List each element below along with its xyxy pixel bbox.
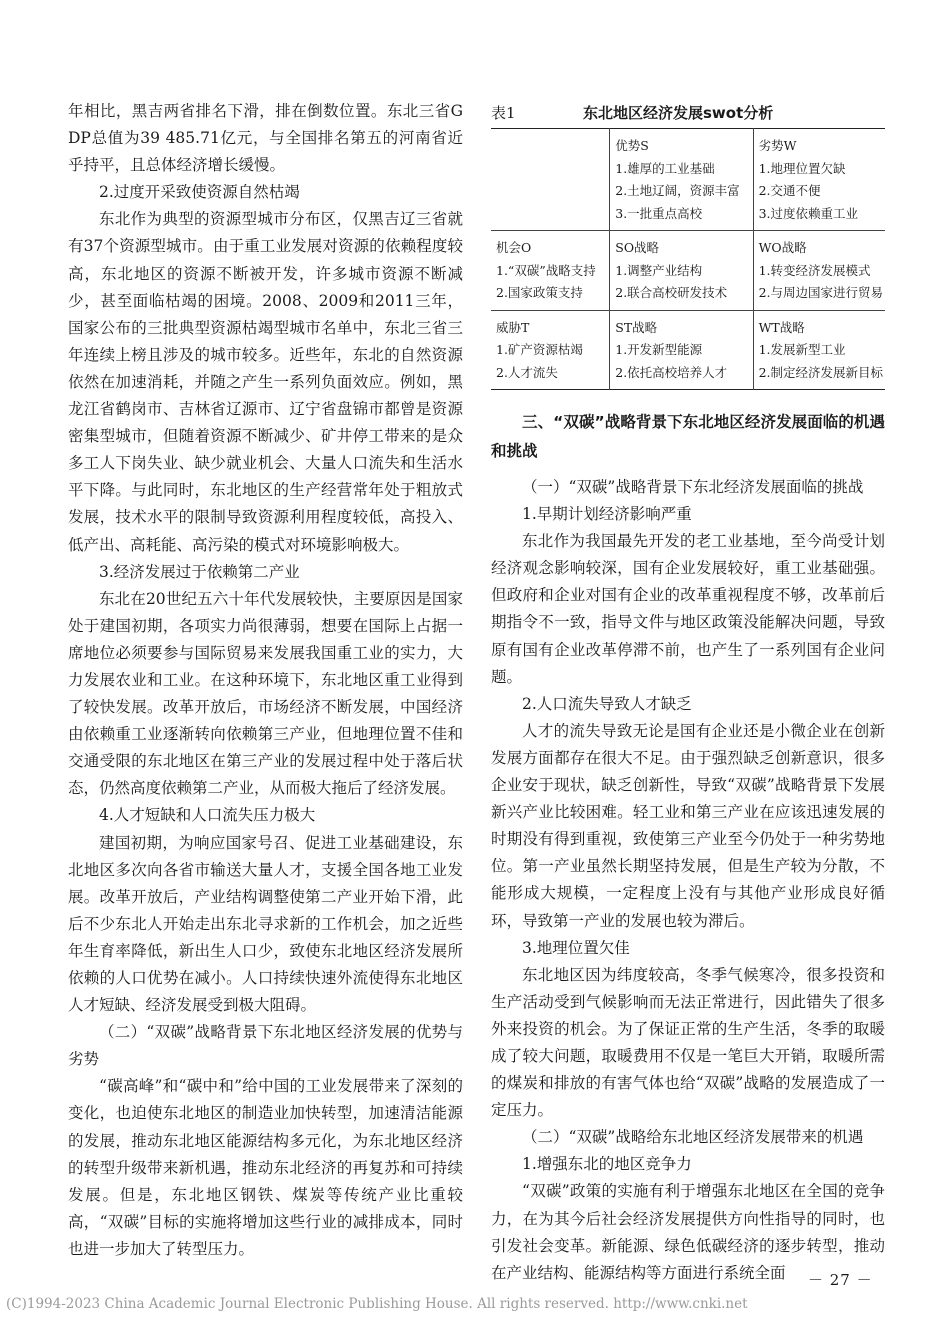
cell-item: 3.一批重点高校	[615, 205, 703, 221]
subheading: 4.人才短缺和人口流失压力极大	[99, 806, 316, 825]
table-title: 东北地区经济发展swot分析	[583, 103, 774, 122]
table-number: 表1	[491, 103, 516, 122]
subheading: 3.地理位置欠佳	[522, 938, 630, 957]
paragraph: “碳高峰”和“碳中和”给中国的工业发展带来了深刻的变化，也迫使东北地区的制造业加快转型，加速清洁能源的发展，推动东北地区能源结构多元化，为东北地区经济的转型升级带来新机遇，推动东北经济的再复苏和可持续发展。但是，东北地区钢铁、煤炭等传统产业比重较高，“双碳”目标的实施将增加这些行业的减排成本，同时也进一步加大了转型压力。	[68, 1077, 463, 1258]
table-cell	[753, 129, 885, 231]
cell-item: 2.人才流失	[496, 364, 558, 380]
cell-heading: ST战略	[615, 319, 658, 335]
paragraph: “双碳”政策的实施有利于增强东北地区在全国的竞争力，在为其今后社会经济发展提供方向性指导的同时，也引发社会变革。新能源、绿色低碳经济的逐步转型，推动在产业结构、能源结构等方面进行系统全面	[491, 1182, 885, 1282]
paragraph: 建国初期，为响应国家号召、促进工业基础建设，东北地区多次向各省市输送大量人才，支援全国各地工业发展。改革开放后，产业结构调整使第二产业开始下滑，此后不少东北人开始走出东北寻求新的工作机会，加之近些年生育率降低，新出生人口少，致使东北地区经济发展所依赖的人口优势在减小。人口持续快速外流使得东北地区人才短缺、经济发展受到极大阻碍。	[68, 833, 463, 1015]
subsection-heading: （二）“双碳”战略给东北地区经济发展带来的机遇	[522, 1128, 864, 1147]
cell-heading: 威胁T	[496, 319, 530, 335]
table-row	[491, 129, 885, 231]
cell-item: 1.调整产业结构	[615, 262, 703, 278]
subheading: 2.过度开采致使资源自然枯竭	[99, 183, 300, 202]
table-row	[491, 231, 885, 311]
paragraph: 年相比，黑吉两省排名下滑，排在倒数位置。东北三省GDP总值为39 485.71亿元，与全国排名第五的河南省近乎持平，且总体经济增长缓慢。	[68, 102, 463, 175]
table-cell	[491, 310, 610, 390]
cell-heading: 劣势W	[758, 138, 797, 153]
page-number: － 27 －	[808, 1271, 873, 1289]
cell-heading: 优势S	[615, 138, 649, 153]
table-cell	[753, 310, 885, 390]
table-caption	[491, 98, 885, 126]
cell-item: 3.过度依赖重工业	[758, 205, 858, 221]
cell-item: 2.土地辽阔，资源丰富	[615, 183, 740, 198]
cell-heading: WO战略	[758, 240, 807, 255]
cell-item: 1.矿产资源枯竭	[496, 342, 583, 357]
cell-item: 2.与周边国家进行贸易	[758, 285, 883, 300]
cell-item: 1.发展新型工业	[758, 342, 846, 357]
cell-item: 2.制定经济发展新目标	[758, 364, 883, 380]
cell-item: 1.雄厚的工业基础	[615, 160, 715, 176]
paragraph: 东北作为我国最先开发的老工业基地，至今尚受计划经济观念影响较深，国有企业发展较好，重工业基础强。但政府和企业对国有企业的改革重视程度不够，改革前后期指令不一致，指导文件与地区政策没能解决问题，导致原有国有企业改革停滞不前，也产生了一系列国有企业问题。	[491, 532, 885, 686]
subheading: 2.人口流失导致人才缺乏	[522, 694, 692, 713]
subheading: （二）“双碳”战略背景下东北地区经济发展的优势与劣势	[68, 1023, 463, 1069]
table-row	[491, 310, 885, 390]
subheading: 3.经济发展过于依赖第二产业	[99, 562, 300, 581]
paragraph: 东北在20世纪五六十年代发展较快，主要原因是国家处于建国初期，各项实力尚很薄弱，想要在国际上占据一席地位必须要参与国际贸易来发展我国重工业的实力，大力发展农业和工业。在这种环境下，东北地区重工业得到了较快发展。改革开放后，市场经济不断发展，中国经济由依赖重工业逐渐转向依赖第三产业，但地理位置不佳和交通受限的东北地区在第三产业的发展过程中处于落后状态，仍然高度依赖第二产业，从而极大拖后了经济发展。	[68, 589, 463, 798]
cell-heading: SO战略	[615, 240, 660, 255]
paragraph: 人才的流失导致无论是国有企业还是小微企业在创新发展方面都存在很大不足。由于强烈缺乏创新意识，很多企业安于现状，缺乏创新性，导致“双碳”战略背景下发展新兴产业比较困难。轻工业和第三产业在应该迅速发展的时期没有得到重视，致使第三产业至今仍处于一种劣势地位。第一产业虽然长期坚持发展，但是生产较为分散，不能形成大规模，一定程度上没有与其他产业形成良好循环，导致第一产业的发展也较为滞后。	[491, 721, 885, 930]
table-cell	[491, 129, 610, 231]
subheading: 1.增强东北的地区竞争力	[522, 1155, 692, 1174]
table-cell	[610, 129, 753, 231]
cell-heading: 机会O	[496, 240, 532, 255]
section-heading: 三、“双碳”战略背景下东北地区经济发展面临的机遇和挑战	[491, 413, 885, 460]
subheading: 1.早期计划经济影响严重	[522, 505, 692, 524]
paragraph: 东北作为典型的资源型城市分布区，仅黑吉辽三省就有37个资源型城市。由于重工业发展对资源的依赖程度较高，东北地区的资源不断被开发，许多城市资源不断减少，甚至面临枯竭的困境。2008、2009和2011三年，国家公布的三批典型资源枯竭型城市名单中，东北三省三年连续上榜且涉及的城市较多。近些年，东北的自然资源依然在加速消耗，并随之产生一系列负面效应。例如，黑龙江省鹤岗市、吉林省辽源市、辽宁省盘锦市都曾是资源密集型城市，但随着资源不断减少、矿井停工带来的是众多工人下岗失业、缺少就业机会、大量人口流失和生活水平下降。与此同时，东北地区的生产经营常年处于粗放式发展，技术水平的限制导致资源利用程度较低，高投入、低产出、高耗能、高污染的模式对环境影响极大。	[68, 210, 463, 554]
cell-heading: WT战略	[758, 319, 805, 335]
right-column	[491, 98, 885, 1287]
paragraph: 东北地区因为纬度较高，冬季气候寒冷，很多投资和生产活动受到气候影响而无法正常进行，因此错失了很多外来投资的机会。为了保证正常的生产生活，冬季的取暖成了较大问题，取暖费用不仅是一笔巨大开销，取暖所需的煤炭和排放的有害气体也给“双碳”战略的发展造成了一定压力。	[491, 965, 885, 1120]
table-cell	[491, 231, 610, 311]
cell-item: 1.“双碳”战略支持	[496, 262, 596, 278]
table-cell	[610, 310, 753, 390]
cell-item: 2.依托高校培养人才	[615, 364, 728, 380]
cell-item: 1.转变经济发展模式	[758, 262, 871, 278]
left-column	[68, 98, 463, 1263]
table-cell	[610, 231, 753, 311]
subsection-heading: （一）“双碳”战略背景下东北经济发展面临的挑战	[522, 478, 864, 496]
cell-item: 1.开发新型能源	[615, 342, 703, 357]
cell-item: 2.国家政策支持	[496, 285, 583, 300]
copyright-footer: (C)1994-2023 China Academic Journal Electronic Publishing House. All rights reserved. http://www.cnki.net	[6, 1296, 748, 1312]
swot-table	[491, 128, 885, 390]
cell-item: 1.地理位置欠缺	[758, 160, 846, 176]
cell-item: 2.交通不便	[758, 183, 821, 198]
cell-item: 2.联合高校研发技术	[615, 285, 728, 300]
table-cell	[753, 231, 885, 311]
